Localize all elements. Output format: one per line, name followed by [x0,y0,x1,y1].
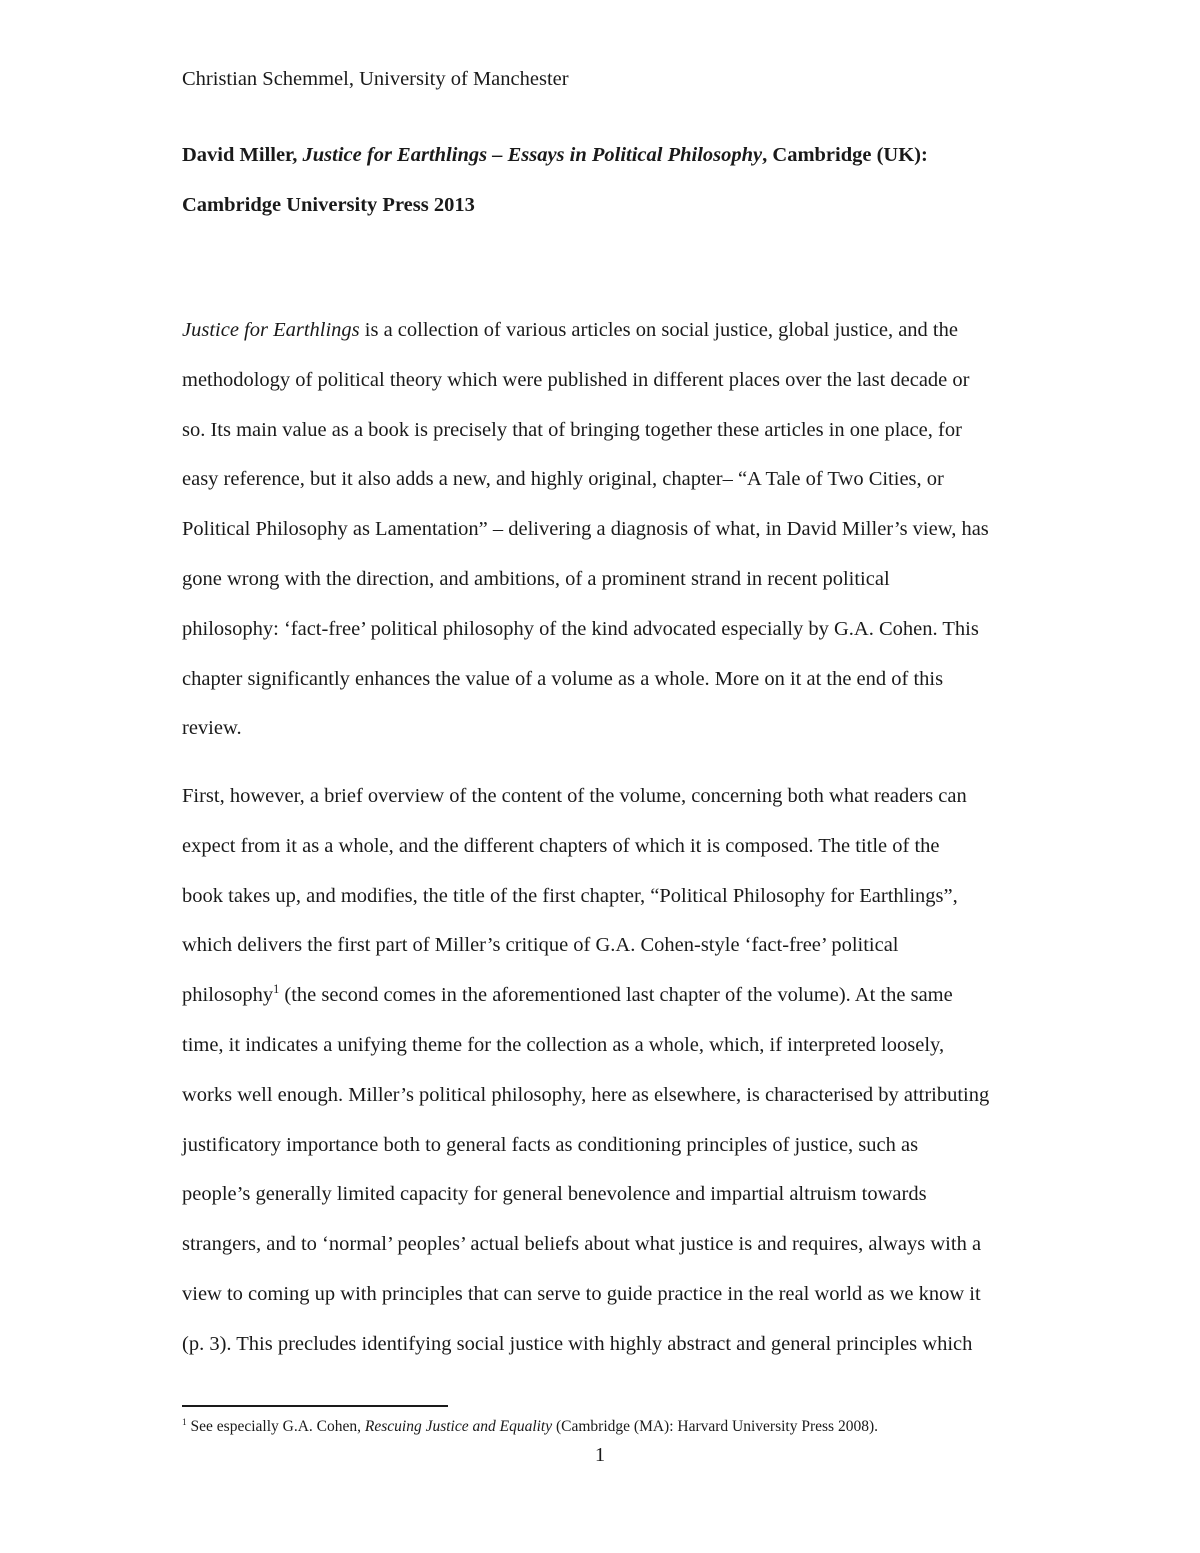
paragraph-line: which delivers the first part of Miller’s critique of G.A. Cohen-style ‘fact-free’ political [182,934,899,957]
paragraph-line: people’s generally limited capacity for general benevolence and impartial altruism towards [182,1183,927,1206]
paragraph-line: chapter significantly enhances the value of a volume as a whole. More on it at the end of this [182,667,944,690]
paragraph-line: works well enough. Miller’s political philosophy, here as elsewhere, is characterised by attributing [182,1083,990,1106]
book-title-italic: Justice for Earthlings [182,319,360,341]
footnote-marker: 1 [182,1417,187,1428]
paragraph-line: justificatory importance both to general facts as conditioning principles of justice, such as [182,1133,919,1156]
paragraph-line: expect from it as a whole, and the different chapters of which it is composed. The title of the [182,834,940,857]
footnote-separator [182,1405,448,1407]
paragraph-line [182,306,1042,356]
paragraph-line: so. Its main value as a book is precisely that of bringing together these articles in one place, for [182,418,962,441]
footnote-citation: (Cambridge (MA): Harvard University Press 2008). [552,1418,878,1435]
author-affiliation: Christian Schemmel, University of Manchester [182,68,569,90]
review-title [182,130,1042,230]
paragraph-line: book takes up, and modifies, the title of the first chapter, “Political Philosophy for Earthlings”, [182,884,958,907]
paragraph-text: philosophy [182,984,274,1007]
paragraph-text: is a collection of various articles on social justice, global justice, and the [359,319,958,341]
paragraph-line: First, however, a brief overview of the content of the volume, concerning both what readers can [182,785,967,807]
title-publisher-place: , Cambridge (UK): [762,144,928,166]
title-line-2: Cambridge University Press 2013 [182,194,475,216]
paragraph-line: strangers, and to ‘normal’ peoples’ actual beliefs about what justice is and requires, always with a [182,1233,982,1256]
paragraph-line: time, it indicates a unifying theme for the collection as a whole, which, if interpreted loosely, [182,1033,945,1056]
footnote-book-title: Rescuing Justice and Equality [364,1418,553,1435]
paragraph-line: gone wrong with the direction, and ambitions, of a prominent strand in recent political [182,567,890,590]
footnote-text: See especially G.A. Cohen, [186,1418,365,1435]
paragraph-line: view to coming up with principles that can serve to guide practice in the real world as we know it [182,1282,981,1305]
paragraph-text: (the second comes in the aforementioned last chapter of the volume). At the same [279,984,953,1007]
paragraph-line: Political Philosophy as Lamentation” – delivering a diagnosis of what, in David Miller’s view, has [182,518,989,541]
paragraph-line [182,971,1042,1021]
page-number: 1 [594,1444,606,1466]
footnote-reference[interactable]: 1 [273,982,280,997]
paragraph-2 [182,772,1042,1370]
paragraph-line: easy reference, but it also adds a new, and highly original, chapter– “A Tale of Two Cities, or [182,468,944,491]
paragraph-line: review. [182,717,242,740]
paragraph-line: philosophy: ‘fact-free’ political philosophy of the kind advocated especially by G.A. Cohen. This [182,617,979,640]
title-book: Justice for Earthlings – Essays in Political Philosophy [302,144,763,166]
paragraph-line: (p. 3). This precludes identifying social justice with highly abstract and general principles which [182,1332,973,1355]
paragraph-1 [182,306,1042,754]
paragraph-line: methodology of political theory which were published in different places over the last decade or [182,368,970,391]
title-line-1 [182,130,1042,180]
footnote [182,1416,878,1438]
title-author: David Miller, [182,144,303,166]
